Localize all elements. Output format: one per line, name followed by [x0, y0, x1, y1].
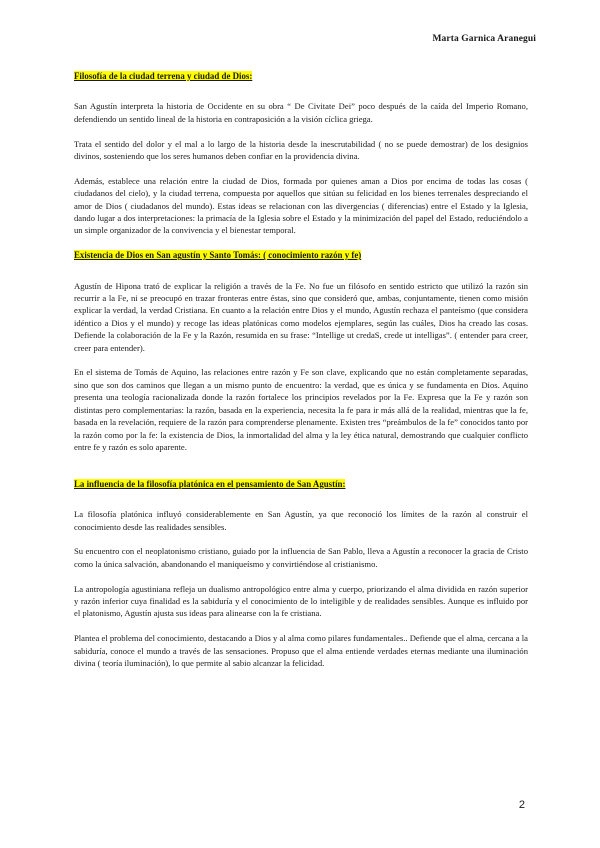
document-body — [74, 70, 528, 682]
author-name: Marta Garnica Aranegui — [432, 34, 536, 44]
paragraph: En el sistema de Tomás de Aquino, las relaciones entre razón y Fe son clave, explicando que no están completamente separadas, sino que son dos caminos que llegan a un mismo punto de encuentro: la verdad, que es única y se fundamenta en Dios. Aquino presenta una teología racionalizada donde la razón fortalece los principios revelados por la Fe. Expresa que la Fe y razón son distintas pero complementarias: la razón, basada en la experiencia, necesita la fe para ir más allá de la realidad, mientras que la fe, basada en la revelación, requiere de la razón para comprenderse plenamente. Existen tres “preámbulos de la fe” conocidos tanto por la razón como por la fe: la existencia de Dios, la inmortalidad del alma y la ley ética natural, demostrando que cualquier conflicto entre fe y razón es solo aparente. — [74, 367, 528, 452]
paragraph: Agustín de Hipona trató de explicar la religión a través de la Fe. No fue un filósofo en sentido estricto que utilizó la razón sin recurrir a la Fe, ni se preocupó en trazar fronteras entre éstas, sino que consideró que, ambas, conjuntamente, tienen como misión explicar la verdad, la verdad Cristiana. En cuanto a la relación entre Dios y el mundo, Agustín rechaza el panteísmo (que considera idéntico a Dios y el mundo) y recoge las ideas platónicas como modelos ejemplares, según las cuáles, Dios ha creado las cosas. Defiende la colaboración de la Fe y la Razón, resumida en su frase: “Intellige ut credaS, crede ut intelligas”. ( entender para creer, creer para entender). — [74, 280, 528, 353]
highlighted-heading-text: Existencia de Dios en San agustín y Santo Tomás: ( conocimiento razón y fe) — [74, 250, 362, 261]
paragraph: La filosofía platónica influyó considerablemente en San Agustín, ya que reconoció los límites de la razón al construir el conocimiento desde las realidades sensibles. — [74, 509, 528, 532]
section-heading — [74, 478, 528, 490]
paragraph: Plantea el problema del conocimiento, destacando a Dios y al alma como pilares fundamentales.. Defiende que el alma, cercana a la sabiduría, conoce el mundo a través de las sensaciones. Propuso que el alma entiende verdades eternas mediante una iluminación divina ( teoría iluminación), lo que permite al sabio alcanzar la felicidad. — [74, 633, 528, 668]
section-influencia-platonica — [74, 478, 528, 670]
paragraph: La antropología agustiniana refleja un dualismo antropológico entre alma y cuerpo, priorizando el alma dividida en razón superior y razón inferior cuya finalidad es la sabiduría y el conocimiento de lo inteligible y de realidades sensibles. Aunque es influido por el platonismo, Agustín ajusta sus ideas para alinearse con la fe cristiana. — [74, 583, 528, 619]
section-spacer — [74, 466, 528, 478]
paragraph: Su encuentro con el neoplatonismo cristiano, guiado por la influencia de San Pablo, lleva a Agustín a reconocer la gracia de Cristo como la única salvación, abandonando el maniqueísmo y convirtiéndose al cristianismo. — [74, 546, 528, 569]
page-number: 2 — [518, 799, 525, 811]
paragraph: Trata el sentido del dolor y el mal a lo largo de la historia desde la inescrutabilidad ( no se puede demostrar) de los designios divinos, sosteniendo que los seres humanos deben confiar en la providencia divina. — [74, 138, 528, 162]
highlighted-heading-text: Filosofía de la ciudad terrena y ciudad de Dios: — [74, 71, 253, 81]
section-heading — [74, 249, 528, 261]
highlighted-heading-text: La influencia de la filosofía platónica en el pensamiento de San Agustín: — [74, 478, 346, 489]
paragraph: San Agustín interpreta la historia de Occidente en su obra “ De Civitate Dei” poco después de la caída del Imperio Romano, defendiendo un sentido lineal de la historia en contraposición a la visión cíclica griega. — [74, 101, 528, 124]
section-existencia-dios — [74, 249, 528, 453]
section-heading — [74, 70, 528, 82]
section-civitate-dei — [74, 70, 528, 237]
paragraph: Además, establece una relación entre la ciudad de Dios, formada por quienes aman a Dios por encima de todas las cosas ( ciudadanos del cielo), y la ciudad terrena, compuesta por aquellos que sitúan su felicidad en los bienes terrenales despreciando el amor de Dios ( ciudadanos del mundo). Estas ideas se relacionan con las divergencias ( diferencias) entre el Estado y la Iglesia, dando lugar a dos interpretaciones: la primacía de la Iglesia sobre el Estado y la minimización del papel del Estado, reduciéndolo a un simple organizador de la convivencia y el bienestar temporal. — [74, 175, 528, 236]
